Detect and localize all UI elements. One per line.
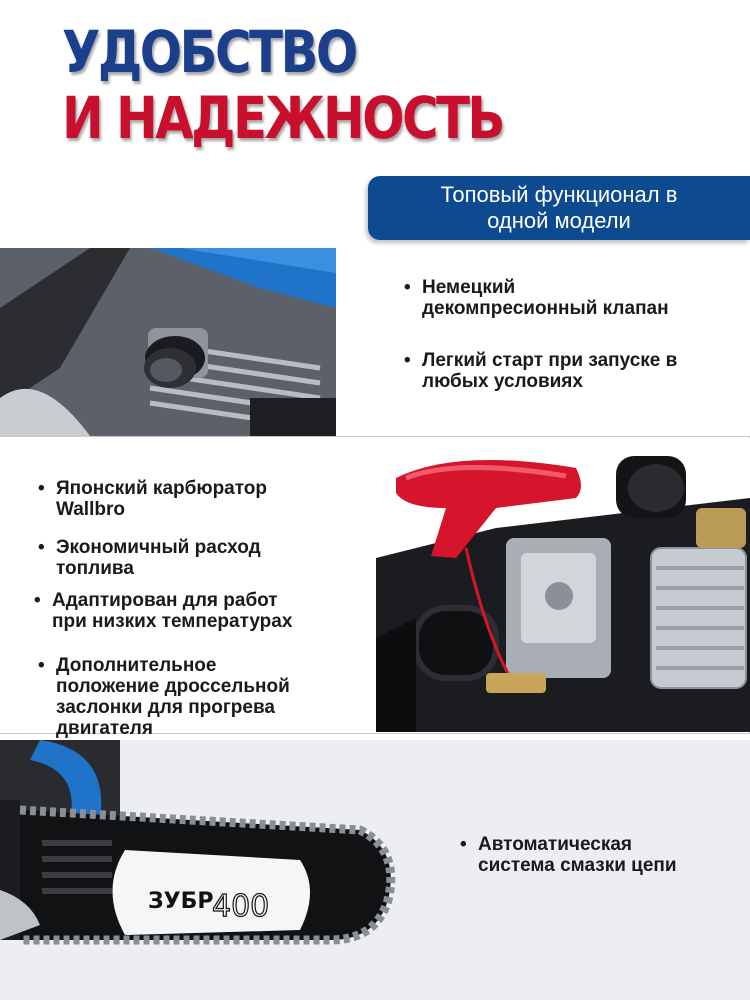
badge-line-1: Топовый функционал в bbox=[440, 182, 678, 207]
feature-item: • Экономичный расход топлива bbox=[56, 537, 261, 579]
feature-item: • Немецкий декомпресионный клапан bbox=[422, 277, 669, 319]
bar-brand-text: ЗУБР bbox=[148, 889, 214, 914]
badge-line-2: одной модели bbox=[487, 208, 631, 233]
headline-line-2: И НАДЕЖНОСТЬ bbox=[62, 84, 503, 152]
headline-line-1: УДОБСТВО bbox=[62, 18, 356, 86]
decompression-valve-photo bbox=[0, 248, 336, 436]
valve-illustration bbox=[0, 248, 336, 436]
carburetor-illustration bbox=[376, 438, 750, 732]
feature-badge bbox=[368, 176, 750, 240]
feature-item: • Дополнительное положение дроссельной заслонки для прогрева двигателя bbox=[56, 655, 290, 739]
feature-item: • Легкий старт при запуске в любых условиях bbox=[422, 350, 677, 392]
feature-item: • Японский карбюратор Wallbro bbox=[56, 478, 267, 520]
feature-item: • Адаптирован для работ при низких температурах bbox=[52, 590, 292, 632]
carburetor-photo bbox=[376, 438, 750, 732]
feature-item: • Автоматическая система смазки цепи bbox=[478, 834, 677, 876]
bar-model-text: 400 bbox=[212, 889, 270, 924]
